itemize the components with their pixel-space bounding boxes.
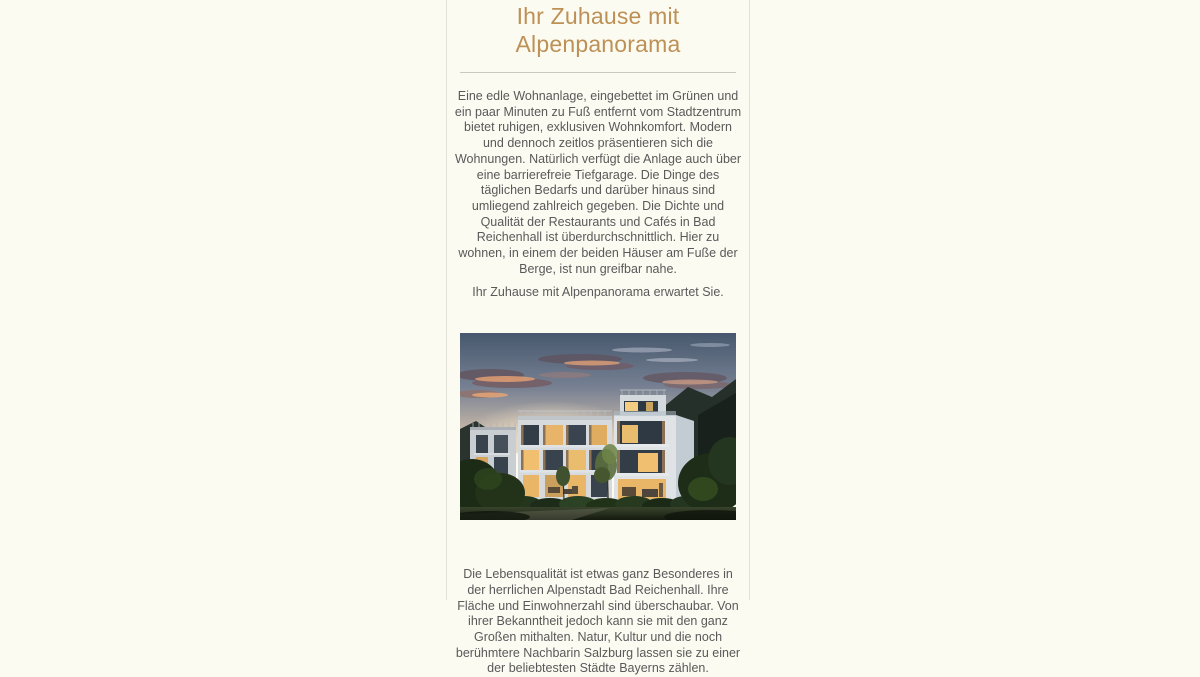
page-title: Ihr Zuhause mit Alpenpanorama [515,3,681,57]
intro-paragraph: Eine edle Wohnanlage, eingebettet im Grünen und ein paar Minuten zu Fuß entfernt vom Stadtzentrum bietet ruhigen, exklusiven Wohnkomfort. Modern und dennoch zeitlos präsentieren sich die Wohnungen. Natürlich verfügt die Anlage auch über eine barrierefreie Tiefgarage. Die Dinge des täglichen Bedarfs und darüber hinaus sind umliegend zahlreich gegeben. Die Dichte und Qualität der Restaurants und Cafés in Bad Reichenhall ist überdurchschnittlich. Hier zu wohnen, in einem der beiden Häuser am Fuße der Berge, ist nun greifbar nahe. [454,89,742,276]
tagline-paragraph: Ihr Zuhause mit Alpenpanorama erwartet Sie. [472,285,724,300]
building-rendering-image [460,333,736,520]
closing-paragraph: Die Lebensqualität ist etwas ganz Besonderes in der herrlichen Alpenstadt Bad Reichenhall. Ihre Fläche und Einwohnerzahl sind überschaubar. Von ihrer Bekanntheit jedoch kann sie mit den ganz Großen mithalten. Natur, Kultur und die noch berühmtere Nachbarin Salzburg lassen sie zu einer der beliebtesten Städte Bayerns zählen. [455,567,741,676]
building-rendering-illustration [460,333,736,520]
page-column [446,0,750,676]
title-divider [460,72,736,73]
